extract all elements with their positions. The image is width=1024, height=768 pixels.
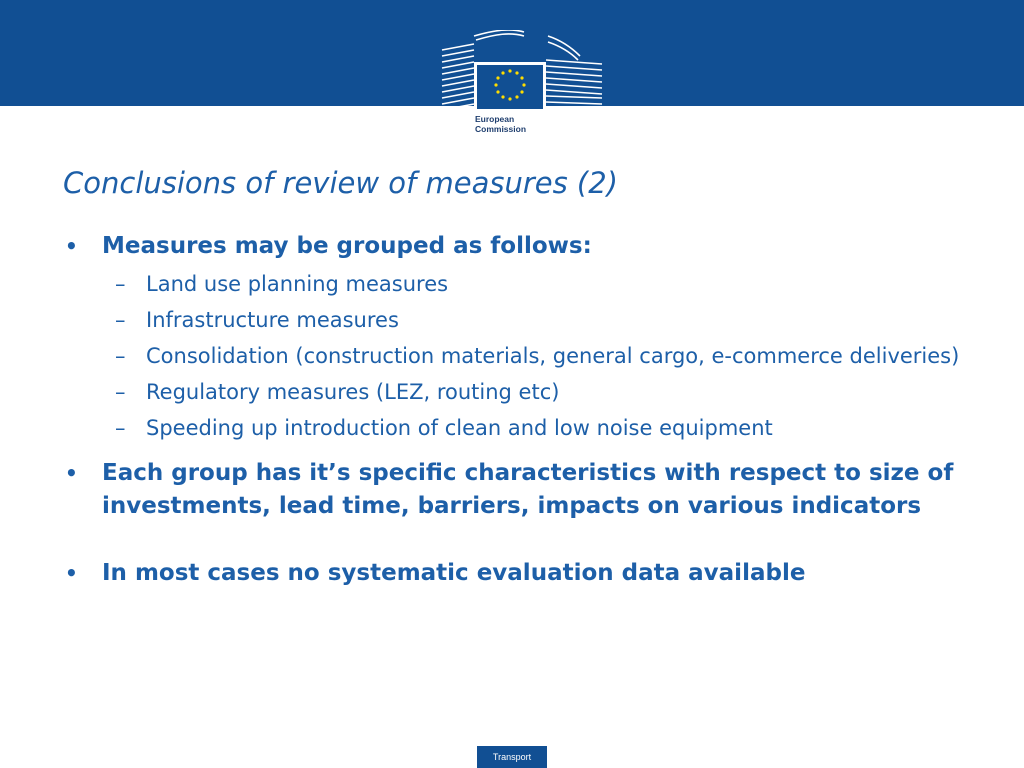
bullet-text: In most cases no systematic evaluation data available bbox=[102, 560, 806, 586]
logo-label: European Commission bbox=[475, 114, 527, 134]
footer-transport-tag: Transport bbox=[477, 746, 547, 768]
dash-icon: – bbox=[115, 344, 126, 368]
dash-icon: – bbox=[115, 272, 126, 296]
sub-item-land-use: – Land use planning measures bbox=[102, 269, 993, 299]
dash-icon: – bbox=[115, 416, 126, 440]
slide-body bbox=[63, 230, 993, 590]
bullet-icon: • bbox=[65, 461, 78, 485]
sub-item-clean-equipment: – Speeding up introduction of clean and low noise equipment bbox=[102, 413, 993, 443]
sub-list bbox=[102, 269, 993, 443]
bullet-grouping bbox=[63, 230, 993, 443]
bullet-icon: • bbox=[65, 561, 78, 585]
bullet-characteristics bbox=[63, 457, 993, 523]
slide-title: Conclusions of review of measures (2) bbox=[63, 166, 618, 200]
sub-item-infrastructure: – Infrastructure measures bbox=[102, 305, 993, 335]
sub-item-consolidation: – Consolidation (construction materials, general cargo, e-commerce deliveries) bbox=[102, 341, 993, 371]
bullet-text: Measures may be grouped as follows: bbox=[102, 233, 592, 259]
dash-icon: – bbox=[115, 380, 126, 404]
bullet-evaluation bbox=[63, 557, 993, 590]
dash-icon: – bbox=[115, 308, 126, 332]
sub-item-regulatory: – Regulatory measures (LEZ, routing etc) bbox=[102, 377, 993, 407]
bullet-text: Each group has it’s specific characteristics with respect to size of investments, lead time, barriers, impacts on various indicators bbox=[102, 460, 954, 519]
bullet-icon: • bbox=[65, 234, 78, 258]
